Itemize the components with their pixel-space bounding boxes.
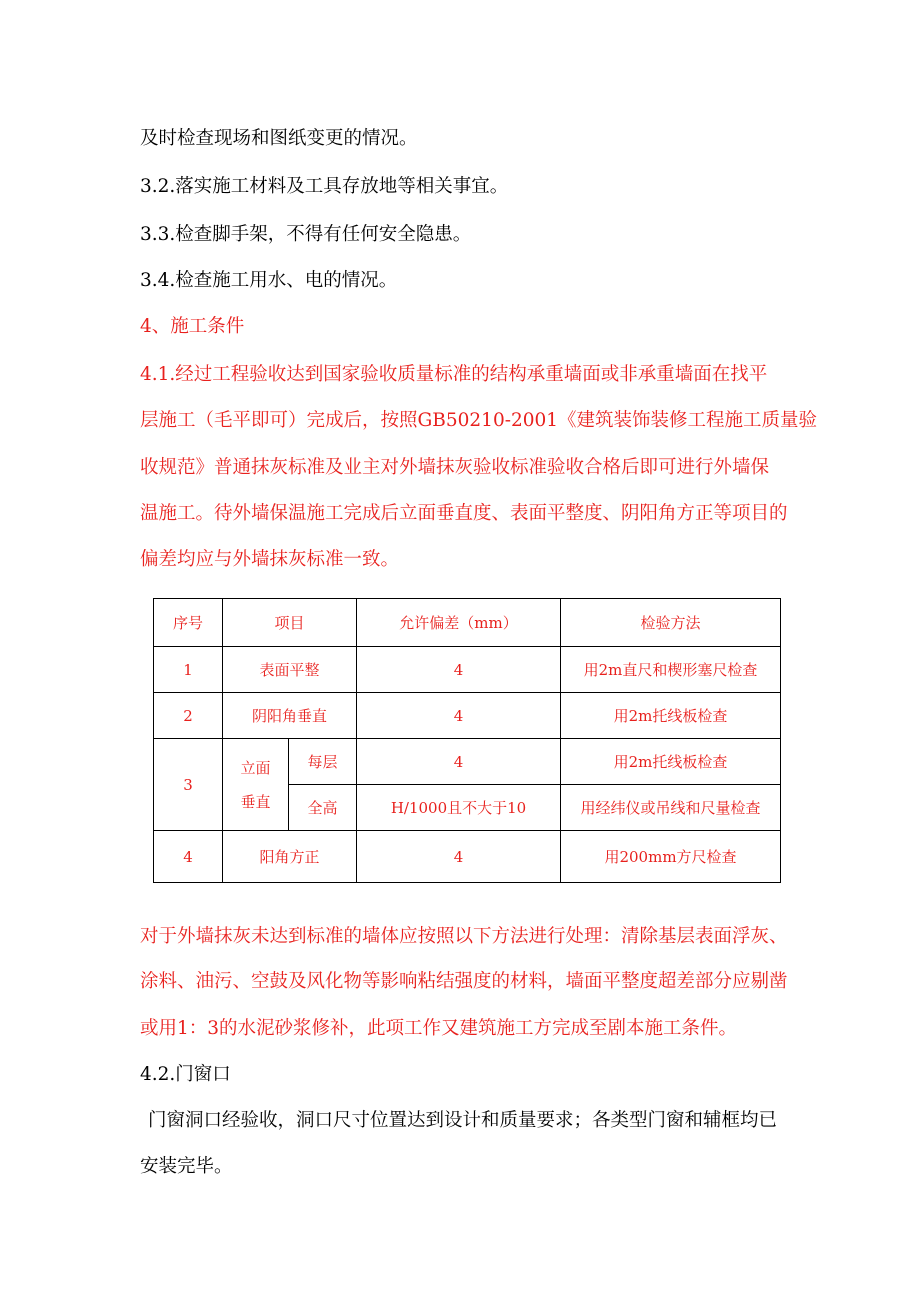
cell-method: 用2m托线板检查	[561, 739, 781, 785]
para-4-1-line: 偏差均应与外墙抹灰标准一致。	[140, 549, 400, 570]
cell-method: 用2m直尺和楔形塞尺检查	[561, 647, 781, 693]
cell-item: 表面平整	[223, 647, 357, 693]
cell-item: 阳角方正	[223, 831, 357, 883]
section-heading-4-2: 4.2.门窗口	[140, 1064, 231, 1085]
text-line-3-4: 3.4.检查施工用水、电的情况。	[140, 270, 398, 291]
para-after-table-line: 或用1：3的水泥砂浆修补，此项工作又建筑施工方完成至剧本施工条件。	[140, 1018, 738, 1039]
para-after-table-line: 涂料、油污、空鼓及风化物等影响粘结强度的材料，墙面平整度超差部分应剔凿	[140, 971, 788, 992]
cell-method: 用2m托线板检查	[561, 693, 781, 739]
cell-deviation: 4	[357, 739, 561, 785]
cell-sub-item: 全高	[289, 785, 357, 831]
table-row	[154, 647, 781, 693]
para-4-1-line: 收规范》普通抹灰标准及业主对外墙抹灰验收标准验收合格后即可进行外墙保	[140, 457, 770, 478]
cell-item-vertical	[223, 739, 289, 831]
text-line-3-2: 3.2.落实施工材料及工具存放地等相关事宜。	[140, 176, 509, 197]
para-4-1-line: 温施工。待外墙保温施工完成后立面垂直度、表面平整度、阴阳角方正等项目的	[140, 503, 788, 524]
cell-deviation: 4	[357, 831, 561, 883]
tolerance-table	[153, 598, 781, 883]
table-row	[154, 693, 781, 739]
header-cell-no: 序号	[154, 599, 223, 647]
cell-deviation: 4	[357, 693, 561, 739]
cell-method: 用200mm方尺检查	[561, 831, 781, 883]
table-row	[154, 739, 781, 785]
table-header-row	[154, 599, 781, 647]
header-cell-item: 项目	[223, 599, 357, 647]
para-after-table-line: 对于外墙抹灰未达到标准的墙体应按照以下方法进行处理：清除基层表面浮灰、	[140, 926, 788, 947]
header-cell-method: 检验方法	[561, 599, 781, 647]
cell-method: 用经纬仪或吊线和尺量检查	[561, 785, 781, 831]
cell-no: 4	[154, 831, 223, 883]
cell-deviation: H/1000且不大于10	[357, 785, 561, 831]
cell-item-part: 垂直	[240, 792, 271, 811]
text-line: 及时检查现场和图纸变更的情况。	[140, 128, 418, 149]
table-row	[154, 831, 781, 883]
header-cell-deviation: 允许偏差（mm）	[357, 599, 561, 647]
cell-item-part: 立面	[240, 758, 271, 777]
cell-deviation: 4	[357, 647, 561, 693]
para-4-2-line: 门窗洞口经验收，洞口尺寸位置达到设计和质量要求；各类型门窗和辅框均已	[148, 1110, 778, 1131]
para-4-1-line: 4.1.经过工程验收达到国家验收质量标准的结构承重墙面或非承重墙面在找平	[140, 364, 768, 385]
para-4-2-line: 安装完毕。	[140, 1156, 233, 1177]
cell-no: 1	[154, 647, 223, 693]
section-heading-4: 4、施工条件	[140, 316, 245, 337]
cell-no: 3	[154, 739, 223, 831]
cell-sub-item: 每层	[289, 739, 357, 785]
cell-no: 2	[154, 693, 223, 739]
cell-item: 阴阳角垂直	[223, 693, 357, 739]
para-4-1-line: 层施工（毛平即可）完成后，按照GB50210-2001《建筑装饰装修工程施工质量验	[140, 410, 818, 431]
text-line-3-3: 3.3.检查脚手架，不得有任何安全隐患。	[140, 224, 472, 245]
